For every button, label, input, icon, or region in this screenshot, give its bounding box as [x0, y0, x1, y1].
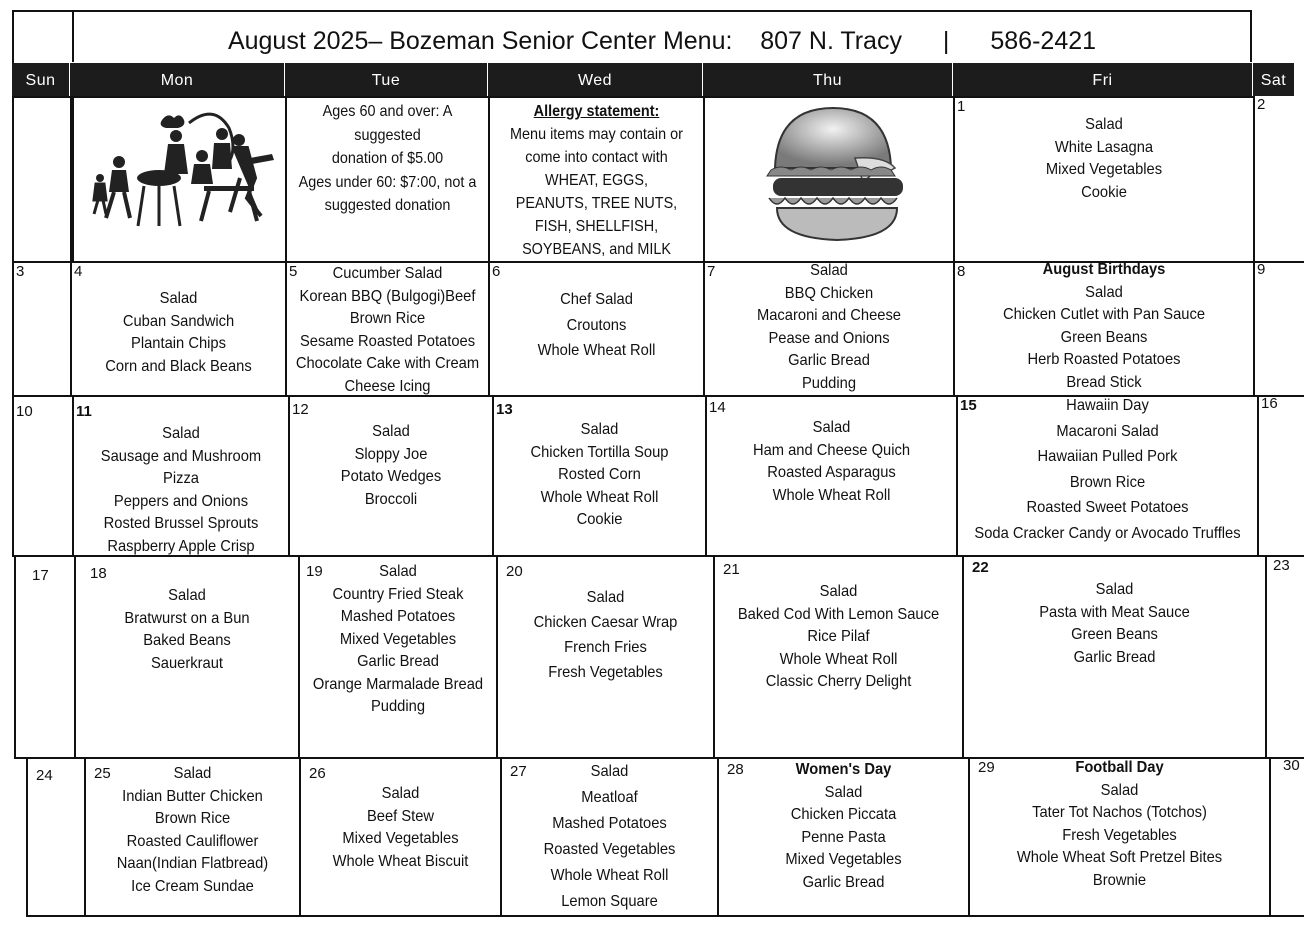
- title-address: 807 N. Tracy: [760, 27, 902, 55]
- menu-item: Chef Salad: [560, 291, 633, 308]
- menu-item: Pudding: [801, 374, 857, 392]
- menu-item: Rosted Corn: [558, 466, 641, 483]
- menu-item-theme: Women's Day: [795, 761, 892, 778]
- menu-item: Fresh Vegetables: [548, 664, 663, 681]
- menu-item: Cookie: [1081, 183, 1127, 201]
- menu-item: Salad: [1095, 581, 1134, 598]
- menu-items: [85, 585, 289, 675]
- menu-item: Country Fried Steak: [332, 585, 464, 603]
- date-number: 16: [1261, 395, 1278, 412]
- menu-item: Soda Cracker Candy or Avocado Truffles: [974, 524, 1241, 542]
- menu-item: Salad: [824, 783, 863, 801]
- menu-item: Roasted Vegetables: [543, 841, 676, 858]
- date-number: 14: [709, 399, 726, 416]
- menu-item: Bratwurst on a Bun: [124, 609, 250, 627]
- title-phone: 586-2421: [990, 27, 1097, 55]
- menu-item: Salad: [580, 421, 619, 438]
- menu-item: Brownie: [1092, 871, 1147, 889]
- menu-items: [729, 759, 958, 894]
- menu-item: Beef Stew: [366, 807, 435, 825]
- header-mon: Mon: [70, 63, 285, 96]
- menu-item: Whole Wheat Roll: [550, 867, 669, 884]
- donation-line: suggested donation: [324, 197, 451, 214]
- header-fri: Fri: [953, 63, 1253, 96]
- menu-item: Sauerkraut: [150, 654, 223, 672]
- menu-items: [725, 581, 952, 694]
- menu-item: Baked Beans: [143, 632, 231, 649]
- allergy-line: PEANUTS, TREE NUTS,: [515, 195, 678, 212]
- menu-item: Plantain Chips: [131, 335, 226, 352]
- menu-item: Peppers and Onions: [113, 492, 249, 510]
- day-cell-aug-9: [1253, 261, 1304, 397]
- menu-items: [298, 421, 484, 511]
- menu-item: Whole Wheat Biscuit: [332, 852, 469, 870]
- menu-item: Tater Tot Nachos (Totchos): [1032, 804, 1207, 821]
- menu-item: Cuban Sandwich: [122, 312, 235, 330]
- menu-item: Croutons: [566, 316, 627, 334]
- title-corner-box: [12, 10, 72, 63]
- menu-item: Salad: [379, 563, 417, 580]
- date-number: 27: [510, 763, 527, 780]
- date-number: 23: [1273, 557, 1290, 574]
- date-number: 7: [707, 263, 716, 280]
- date-number: 9: [1257, 261, 1266, 278]
- menu-items: [717, 417, 946, 507]
- day-cell-aug-20: [496, 555, 715, 759]
- header-thu: Thu: [703, 63, 953, 96]
- date-number: 13: [496, 401, 513, 418]
- menu-item: Bread Stick: [1066, 373, 1142, 391]
- menu-item: Herb Roasted Potatoes: [1027, 351, 1181, 368]
- menu-item: Cucumber Salad: [332, 265, 443, 282]
- date-number: 5: [289, 263, 298, 280]
- header-sun: Sun: [12, 63, 70, 96]
- menu-items: [970, 395, 1245, 546]
- menu-items: [967, 114, 1241, 204]
- menu-item: Broccoli: [364, 490, 418, 508]
- menu-item: Sesame Roasted Potatoes: [299, 332, 476, 350]
- menu-item: Roasted Cauliflower: [126, 832, 259, 850]
- day-cell-aug-18: [74, 555, 300, 759]
- day-cell-aug-8: [953, 261, 1255, 397]
- donation-info: [297, 100, 478, 218]
- allergy-line: come into contact with: [525, 149, 668, 166]
- day-cell-aug-12: [288, 395, 494, 557]
- menu-item: Penne Pasta: [801, 828, 886, 846]
- menu-item: Cheese Icing: [344, 377, 431, 395]
- date-number: 4: [74, 263, 83, 280]
- day-cell-aug-1: [953, 96, 1255, 263]
- menu-item: Garlic Bread: [1073, 648, 1156, 666]
- menu-item: Cookie: [576, 511, 623, 528]
- menu-item: Mixed Vegetables: [785, 851, 902, 868]
- menu-item: Classic Cherry Delight: [765, 673, 912, 690]
- menu-item: Salad: [812, 419, 851, 436]
- day-cell-aug-2: [1253, 96, 1304, 263]
- date-number: 21: [723, 561, 740, 578]
- menu-item: Brown Rice: [154, 810, 231, 827]
- date-number: 17: [32, 567, 49, 584]
- header-sat: Sat: [1253, 63, 1294, 96]
- menu-item: Lemon Square: [561, 893, 658, 910]
- picnic-family-icon: [74, 98, 285, 258]
- menu-item: Korean BBQ (Bulgogi)Beef: [299, 287, 476, 305]
- date-number: 10: [16, 403, 33, 420]
- allergy-line: FISH, SHELLFISH,: [534, 218, 659, 235]
- burger-illustration-cell: [703, 96, 955, 263]
- menu-item: Mixed Vegetables: [342, 830, 459, 847]
- date-number: 24: [36, 767, 53, 784]
- date-number: 28: [727, 761, 744, 778]
- menu-item-theme: August Birthdays: [1042, 261, 1166, 278]
- menu-items: [967, 261, 1241, 394]
- picnic-illustration-cell: [72, 96, 287, 263]
- menu-item: Mashed Potatoes: [340, 608, 456, 625]
- menu-item: Rosted Brussel Sprouts: [103, 515, 259, 532]
- menu-item: Salad: [381, 785, 420, 802]
- day-cell-aug-15: [956, 395, 1259, 557]
- date-number: 19: [306, 563, 323, 580]
- header-wed: Wed: [488, 63, 703, 96]
- page-title: [72, 10, 1252, 62]
- menu-item: Salad: [159, 290, 198, 307]
- menu-item: Salad: [586, 589, 625, 606]
- allergy-statement: [501, 100, 693, 261]
- date-number: 18: [90, 565, 107, 582]
- menu-items: [309, 783, 492, 873]
- menu-item: Hawaiian Pulled Pork: [1037, 448, 1178, 465]
- menu-item: Fresh Vegetables: [1062, 826, 1177, 844]
- menu-item: Chicken Cutlet with Pan Sauce: [1002, 306, 1206, 323]
- menu-item: Green Beans: [1060, 328, 1148, 346]
- date-number: 22: [972, 559, 989, 576]
- day-cell-aug-3: [12, 261, 72, 397]
- menu-item: Raspberry Apple Crisp: [107, 537, 255, 555]
- menu-item: White Lasagna: [1054, 138, 1154, 156]
- menu-items: [499, 287, 695, 364]
- menu-item: Rice Pilaf: [807, 628, 870, 645]
- menu-items: [976, 579, 1253, 669]
- date-number: 2: [1257, 96, 1266, 113]
- menu-items: [502, 419, 696, 532]
- allergy-heading: Allergy statement:: [533, 103, 660, 120]
- date-number: 12: [292, 401, 309, 418]
- menu-item: Salad: [168, 587, 206, 604]
- day-cell-aug-21: [713, 555, 964, 759]
- menu-item: Garlic Bread: [357, 653, 439, 670]
- donation-line: Ages under 60: $7:00, not a: [298, 173, 477, 191]
- burger-icon: [705, 98, 953, 258]
- menu-item: Garlic Bread: [788, 352, 870, 369]
- date-number: 6: [492, 263, 501, 280]
- menu-item: Whole Wheat Roll: [540, 488, 659, 506]
- day-cell-aug-22: [962, 555, 1267, 759]
- day-cell-aug-16: [1257, 395, 1304, 557]
- menu-item: Naan(Indian Flatbread): [116, 855, 269, 872]
- day-cell-aug-10: [12, 395, 74, 557]
- menu-item: Mixed Vegetables: [339, 630, 457, 648]
- menu-item: Whole Wheat Roll: [537, 342, 656, 359]
- menu-item: Chicken Caesar Wrap: [533, 614, 678, 631]
- menu-item: Baked Cod With Lemon Sauce: [737, 605, 940, 623]
- donation-line: donation of $5.00: [331, 150, 444, 167]
- menu-item: Salad: [1085, 116, 1123, 133]
- menu-item: Salad: [1085, 283, 1123, 301]
- menu-item: Salad: [162, 425, 200, 442]
- menu-item: Pease and Onions: [768, 329, 890, 347]
- day-cell-aug-25: [84, 757, 301, 917]
- menu-items: [715, 261, 943, 395]
- menu-items: [81, 288, 277, 378]
- menu-items: [83, 423, 280, 557]
- date-number: 29: [978, 759, 995, 776]
- menu-item: Ice Cream Sundae: [131, 877, 254, 895]
- title-prefix: August 2025– Bozeman Senior Center Menu:: [227, 27, 733, 55]
- header-tue: Tue: [285, 63, 488, 96]
- menu-item: Whole Wheat Soft Pretzel Bites: [1016, 849, 1223, 866]
- menu-item: Mixed Vegetables: [1045, 161, 1163, 178]
- date-number: 26: [309, 765, 326, 782]
- menu-item: Orange Marmalade Bread: [312, 675, 484, 693]
- day-cell-aug-27: [500, 757, 719, 917]
- day-cell-aug-24: [26, 757, 86, 917]
- menu-item: French Fries: [564, 639, 647, 656]
- donation-line: suggested: [354, 126, 421, 144]
- menu-item: BBQ Chicken: [784, 284, 874, 302]
- menu-item: Salad: [590, 763, 629, 780]
- allergy-statement-cell: [488, 96, 705, 263]
- date-number: 20: [506, 563, 523, 580]
- date-number: 8: [957, 263, 966, 280]
- menu-item: Salad: [1100, 781, 1139, 799]
- day-cell-aug-26: [299, 757, 502, 917]
- menu-items: [295, 263, 480, 397]
- menu-item: Ham and Cheese Quich: [752, 441, 911, 459]
- day-cell-aug-17: [14, 555, 76, 759]
- date-number: 15: [960, 397, 977, 414]
- title-divider: |: [942, 27, 950, 55]
- menu-item: Brown Rice: [1069, 473, 1146, 491]
- menu-item: Indian Butter Chicken: [122, 787, 263, 805]
- date-number: 11: [76, 403, 92, 420]
- menu-item: Corn and Black Beans: [105, 357, 252, 375]
- menu-item: Meatloaf: [581, 789, 638, 806]
- menu-item: Mashed Potatoes: [552, 815, 667, 832]
- day-cell-aug-28: [717, 757, 970, 917]
- menu-item-theme: Football Day: [1075, 759, 1164, 776]
- day-cell-aug-11: [72, 395, 290, 557]
- menu-item: Pizza: [163, 470, 199, 487]
- menu-item-theme: Hawaiin Day: [1066, 397, 1149, 414]
- allergy-line: Menu items may contain or: [510, 126, 683, 143]
- allergy-line: SOYBEANS, and MILK: [522, 241, 671, 258]
- menu-item: Potato Wedges: [340, 468, 442, 485]
- menu-item: Roasted Sweet Potatoes: [1026, 499, 1189, 516]
- menu-item: Salad: [372, 423, 410, 440]
- menu-item: Chicken Piccata: [790, 806, 897, 823]
- day-cell-aug-30: [1269, 757, 1304, 917]
- menu-item: Pasta with Meat Sauce: [1039, 603, 1190, 621]
- day-cell-sun-empty: [12, 96, 72, 263]
- date-number: 25: [94, 765, 111, 782]
- menu-item: Brown Rice: [349, 310, 426, 327]
- menu-items: [511, 759, 709, 915]
- menu-item: Salad: [173, 765, 212, 782]
- donation-line: Ages 60 and over: A: [322, 103, 453, 120]
- menu-item: Sausage and Mushroom: [100, 447, 262, 465]
- menu-item: Sloppy Joe: [354, 445, 428, 463]
- date-number: 1: [957, 98, 966, 115]
- menu-items: [95, 763, 291, 898]
- day-cell-aug-23: [1265, 555, 1304, 759]
- day-cell-aug-7: [703, 261, 955, 397]
- menu-items: [308, 561, 488, 719]
- menu-item: Pudding: [370, 698, 426, 715]
- menu-items: [507, 585, 705, 685]
- day-cell-aug-19: [298, 555, 498, 759]
- menu-item: Salad: [819, 583, 858, 600]
- day-cell-aug-4: [70, 261, 287, 397]
- day-cell-aug-14: [705, 395, 958, 557]
- menu-item: Salad: [810, 262, 848, 279]
- menu-item: Green Beans: [1071, 626, 1158, 643]
- menu-item: Garlic Bread: [802, 873, 885, 891]
- menu-item: Macaroni Salad: [1056, 422, 1159, 440]
- menu-item: Chicken Tortilla Soup: [530, 443, 669, 461]
- menu-item: Whole Wheat Roll: [772, 486, 891, 504]
- day-cell-aug-13: [492, 395, 707, 557]
- menu-item: Chocolate Cake with Cream: [295, 355, 480, 372]
- date-number: 30: [1283, 757, 1300, 774]
- allergy-line: WHEAT, EGGS,: [545, 172, 648, 189]
- date-number: 3: [16, 263, 25, 280]
- day-cell-aug-5: [285, 261, 490, 397]
- menu-item: Whole Wheat Roll: [779, 650, 898, 668]
- day-cell-aug-6: [488, 261, 705, 397]
- menu-items: [982, 757, 1257, 892]
- donation-info-cell: [285, 96, 490, 263]
- day-cell-aug-29: [968, 757, 1271, 917]
- menu-item: Macaroni and Cheese: [756, 307, 902, 324]
- menu-item: Roasted Asparagus: [767, 464, 896, 481]
